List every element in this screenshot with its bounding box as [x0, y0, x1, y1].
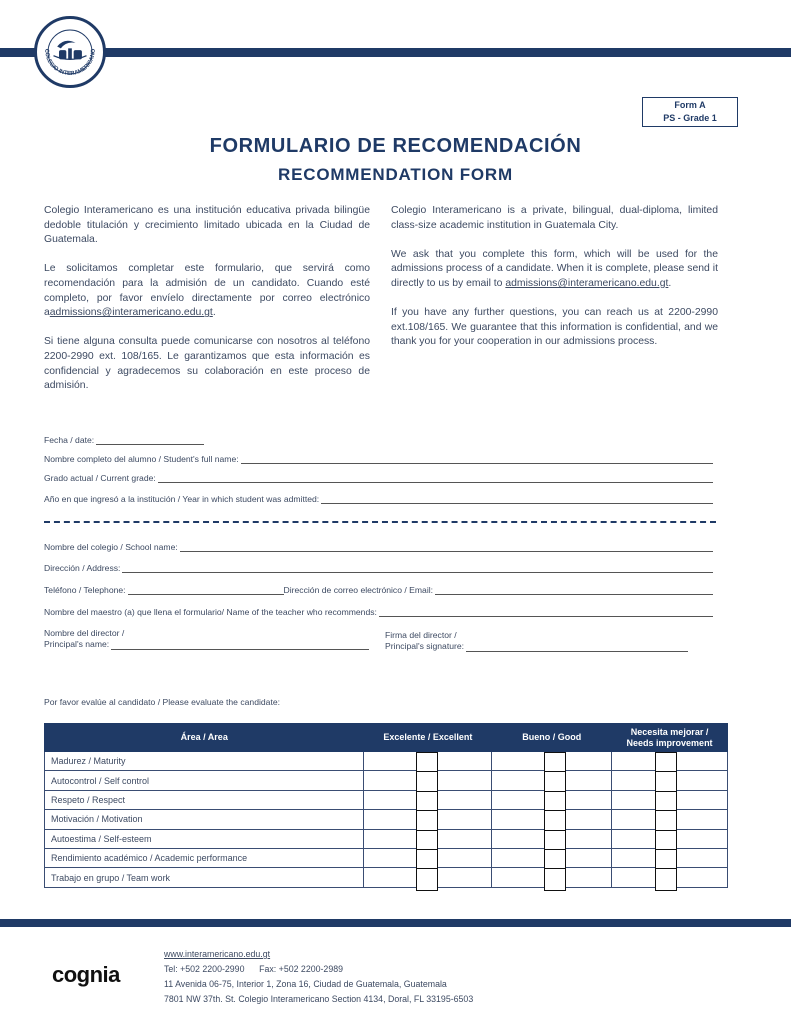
needs-improvement-checkbox[interactable] [655, 868, 677, 891]
row-area-label: Autocontrol / Self control [45, 771, 364, 790]
excellent-checkbox[interactable] [416, 868, 438, 891]
signature-label-es: Firma del director / [385, 630, 457, 640]
principal-signature-field [385, 630, 688, 652]
good-checkbox[interactable] [544, 868, 566, 891]
principal-label-en: Principal's name: [44, 639, 110, 649]
school-name-input-line[interactable] [180, 543, 713, 552]
teacher-label: Nombre del maestro (a) que llena el formulario/ Name of the teacher who recommends: [44, 607, 377, 617]
intro-es-p3: Si tiene alguna consulta puede comunicarse con nosotros al teléfono 2200-2990 ext. 108/165. Le garantizamos que esta información es confidencial y agradecemos su colaboración en este proceso de admisión. [44, 336, 370, 392]
intro-es-p2 [44, 262, 370, 320]
date-field [44, 433, 713, 445]
footer-phone-fax: Tel: +502 2200-2990 Fax: +502 2200-2989 [164, 964, 344, 974]
signature-label-en: Principal's signature: [385, 641, 465, 651]
row-area-label: Respeto / Respect [45, 790, 364, 809]
intro-en-p2 [391, 248, 718, 292]
student-name-label: Nombre completo del alumno / Student's full name: [44, 454, 239, 464]
evaluation-header-row [45, 724, 728, 752]
teacher-field [44, 605, 713, 617]
header-needs-line2: Needs improvement [626, 737, 713, 748]
header-good: Bueno / Good [492, 724, 612, 752]
grade-field [44, 471, 713, 483]
intro-es-p2-text: Le solicitamos completar este formulario, que servirá como recomendación para la admisión de un candidato. Cuando esté completo, por favor envíelo directamente por correo electrónico a [44, 263, 370, 319]
principal-name-field [44, 628, 369, 650]
row-area-label: Autoestima / Self-esteem [45, 829, 364, 848]
footer-address-guatemala: 11 Avenida 06-75, Interior 1, Zona 16, Ciudad de Guatemala, Guatemala [164, 979, 447, 989]
email-label: Dirección de correo electrónico / Email: [283, 585, 434, 595]
form-code: Form A [674, 100, 706, 110]
cognia-logo: cognia [52, 962, 120, 987]
table-row [45, 771, 728, 790]
intro-en-p2-text: We ask that you complete this form, which will be used for the admissions process of a candidate. When it is complete, please send it directly to us by email to [391, 248, 718, 289]
teacher-input-line[interactable] [379, 608, 713, 617]
principal-label-es: Nombre del director / [44, 628, 125, 638]
student-name-field [44, 452, 713, 464]
telephone-input-line[interactable] [128, 586, 284, 595]
header-area: Área / Area [45, 724, 364, 752]
address-label: Dirección / Address: [44, 563, 121, 573]
school-logo [34, 16, 106, 88]
evaluation-instruction: Por favor evalúe al candidato / Please evaluate the candidate: [44, 697, 281, 707]
section-divider [44, 521, 716, 523]
grade-input-line[interactable] [158, 474, 713, 483]
table-row [45, 752, 728, 771]
header-needs-improvement [612, 724, 728, 752]
date-input-line[interactable] [96, 436, 204, 445]
form-grade: PS - Grade 1 [663, 113, 717, 123]
address-input-line[interactable] [122, 564, 713, 573]
phone-email-field [44, 583, 713, 595]
admissions-email-link-en[interactable]: admissions@interamericano.edu.gt [505, 277, 669, 289]
row-area-label: Rendimiento académico / Academic performance [45, 848, 364, 867]
year-admitted-input-line[interactable] [321, 495, 713, 504]
intro-en-p3: If you have any further questions, you can reach us at 2200-2990 ext.108/165. We guarantee that this information is confidential, and we thank you for your cooperation in our admissions process. [391, 307, 718, 348]
header-bar [0, 48, 791, 57]
school-name-label: Nombre del colegio / School name: [44, 542, 178, 552]
table-row [45, 868, 728, 887]
table-row [45, 848, 728, 867]
table-row [45, 829, 728, 848]
intro-es-p2-end: . [212, 307, 216, 319]
website-link[interactable]: www.interamericano.edu.gt [164, 949, 271, 959]
title-spanish: FORMULARIO DE RECOMENDACIÓN [209, 135, 582, 157]
logo-text: COLEGIO INTERAMERICANO [43, 48, 97, 77]
footer-bar [0, 919, 791, 927]
header-excellent: Excelente / Excellent [364, 724, 492, 752]
evaluation-table [44, 723, 728, 888]
title-english: RECOMMENDATION FORM [278, 165, 513, 184]
year-admitted-label: Año en que ingresó a la institución / Year in which student was admitted: [44, 494, 320, 504]
email-input-line[interactable] [435, 586, 713, 595]
address-field [44, 561, 713, 573]
table-row [45, 790, 728, 809]
year-admitted-field [44, 492, 713, 504]
intro-en-p1: Colegio Interamericano is a private, bilingual, dual-diploma, limited class-size academic institution in Guatemala City. [391, 205, 718, 231]
date-label: Fecha / date: [44, 435, 95, 445]
footer-address-usa: 7801 NW 37th. St. Colegio Interamericano Section 4134, Doral, FL 33195-6503 [164, 994, 474, 1004]
intro-en-p2-end: . [668, 277, 672, 289]
table-row [45, 810, 728, 829]
row-area-label: Motivación / Motivation [45, 810, 364, 829]
admissions-email-link-es[interactable]: admissions@interamericano.edu.gt [49, 307, 213, 319]
student-name-input-line[interactable] [241, 455, 713, 464]
school-name-field [44, 540, 713, 552]
principal-name-input-line[interactable] [111, 641, 369, 650]
intro-english [391, 204, 718, 365]
form-code-box [642, 97, 738, 127]
intro-spanish [44, 204, 370, 408]
telephone-label: Teléfono / Telephone: [44, 585, 126, 595]
header-needs-line1: Necesita mejorar / [630, 726, 709, 737]
row-area-label: Madurez / Maturity [45, 752, 364, 771]
intro-es-p1: Colegio Interamericano es una institución educativa privada bilingüe dedoble titulación y crecimiento limitado ubicada en la Ciudad de Guatemala. [44, 205, 370, 246]
grade-label: Grado actual / Current grade: [44, 473, 156, 483]
footer-contact [164, 947, 473, 1007]
row-area-label: Trabajo en grupo / Team work [45, 868, 364, 887]
signature-input-line[interactable] [466, 643, 688, 652]
